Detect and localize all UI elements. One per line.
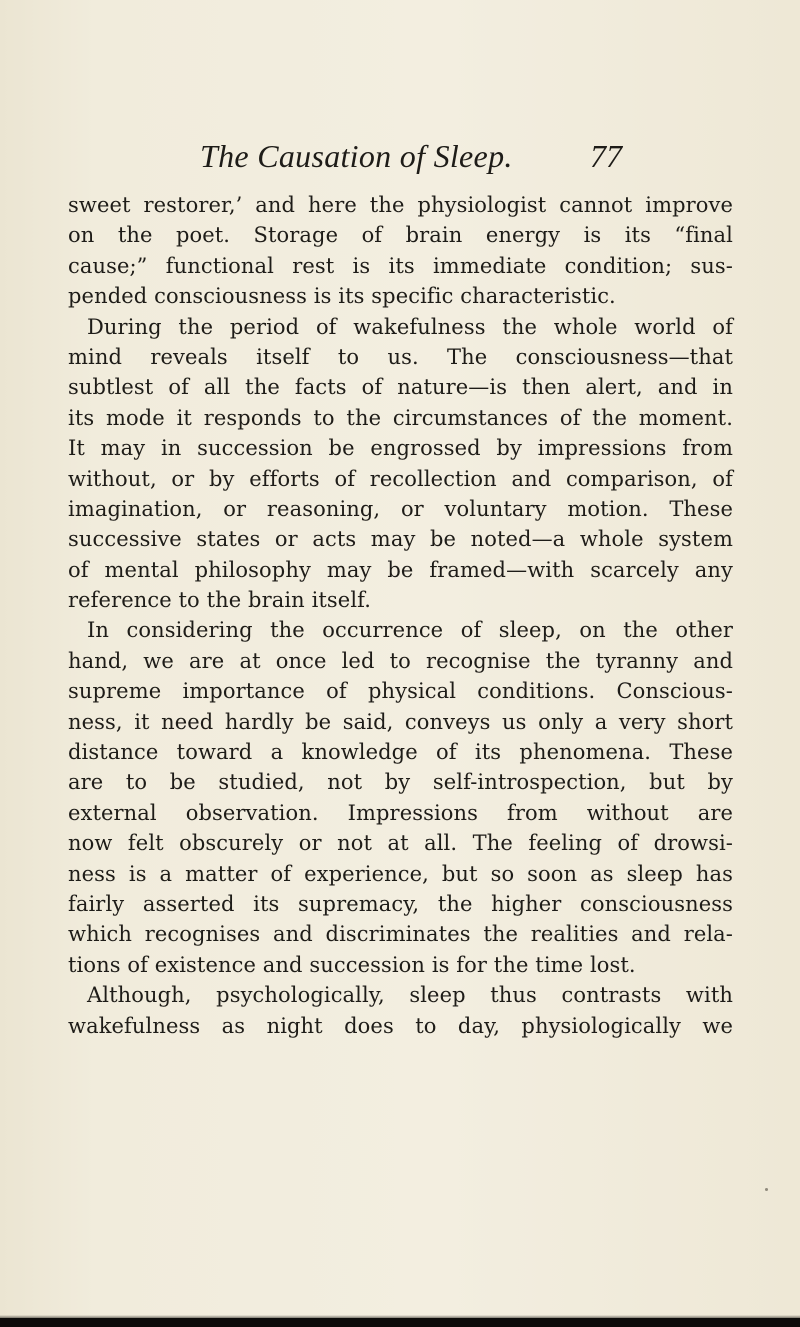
text-line: subtlest of all the facts of nature—is then alert, and in [68,375,733,400]
text-line: hand, we are at once led to recognise the tyranny and [68,648,733,673]
text-line: distance toward a knowledge of its phenomena. These [68,740,733,765]
text-line: are to be studied, not by self-introspection, but by [68,770,733,795]
text-line: without, or by efforts of recollection and comparison, of [68,466,733,491]
paper-speck [765,1188,768,1191]
text-line: now felt obscurely or not at all. The feeling of drowsi- [68,831,733,856]
page-number: 77 [590,138,622,174]
text-line: It may in succession be engrossed by impressions from [68,436,733,461]
text-line: supreme importance of physical conditions. Conscious- [68,679,733,704]
text-line: successive states or acts may be noted—a whole system [68,527,733,552]
text-line: which recognises and discriminates the realities and rela- [68,922,733,947]
text-line: external observation. Impressions from without are [68,800,733,825]
text-line: Although, psychologically, sleep thus contrasts with [87,983,733,1008]
scan-bottom-edge [0,1318,800,1327]
running-head [0,138,800,178]
text-line: fairly asserted its supremacy, the higher consciousness [68,891,733,916]
text-line: ness is a matter of experience, but so soon as sleep has [68,861,733,886]
text-line: In considering the occurrence of sleep, on the other [87,618,733,643]
text-line: imagination, or reasoning, or voluntary motion. These [68,496,733,521]
text-line: ness, it need hardly be said, conveys us only a very short [68,709,733,734]
text-line: its mode it responds to the circumstances of the moment. [68,405,733,430]
text-line: pended consciousness is its specific characteristic. [68,284,616,309]
text-line: cause;” functional rest is its immediate condition; sus- [68,253,733,278]
text-line: of mental philosophy may be framed—with scarcely any [68,557,733,582]
text-line: sweet restorer,’ and here the physiologist cannot improve [68,193,733,217]
body-text [68,190,733,1041]
running-title: The Causation of Sleep. [200,138,513,174]
text-line: tions of existence and succession is for the time lost. [68,952,636,977]
text-line: on the poet. Storage of brain energy is its “final [68,223,733,248]
text-line: reference to the brain itself. [68,588,372,613]
text-line: wakefulness as night does to day, physiologically we [68,1013,733,1038]
text-line: During the period of wakefulness the whole world of [87,314,733,339]
text-line: mind reveals itself to us. The consciousness—that [68,344,733,369]
